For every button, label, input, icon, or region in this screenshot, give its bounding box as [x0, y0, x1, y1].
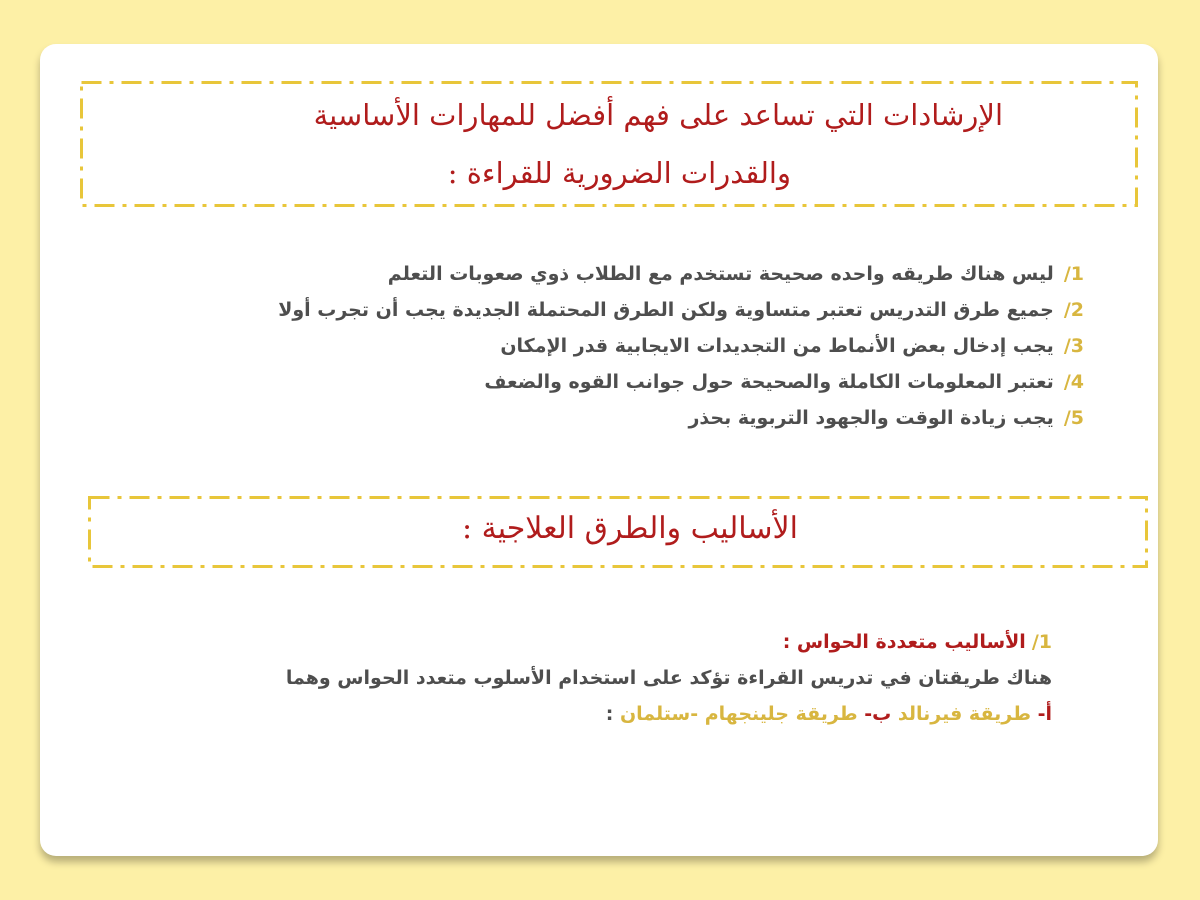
- method-number: 1/: [1031, 631, 1052, 653]
- method-title: الأساليب متعددة الحواس :: [782, 631, 1026, 653]
- heading-guidelines-line1: الإرشادات التي تساعد على فهم أفضل للمهارات الأساسية: [313, 98, 1003, 132]
- option-b-label: ب-: [864, 703, 892, 725]
- list-item: [278, 256, 1084, 292]
- item-number: 5/: [1063, 407, 1084, 429]
- item-text: تعتبر المعلومات الكاملة والصحيحة حول جوانب القوه والضعف: [484, 371, 1054, 393]
- item-number: 2/: [1063, 299, 1084, 321]
- option-a-text: طريقة فيرنالد: [897, 703, 1031, 725]
- list-item: [278, 292, 1084, 328]
- item-text: جميع طرق التدريس تعتبر متساوية ولكن الطرق المحتملة الجديدة يجب أن تجرب أولا: [278, 299, 1054, 321]
- list-item: [278, 400, 1084, 436]
- methods-options-line: [286, 696, 1052, 732]
- item-text: يجب زيادة الوقت والجهود التربوية بحذر: [688, 407, 1054, 429]
- methods-title-line: [286, 624, 1052, 660]
- option-end: :: [605, 703, 614, 725]
- list-item: [278, 328, 1084, 364]
- methods-section: [286, 624, 1052, 732]
- item-text: يجب إدخال بعض الأنماط من التجديدات الايجابية قدر الإمكان: [500, 335, 1054, 357]
- option-b-text: طريقة جلينجهام -ستلمان: [619, 703, 858, 725]
- heading-guidelines-line2: والقدرات الضرورية للقراءة :: [447, 156, 791, 190]
- slide-card: [40, 44, 1158, 856]
- guidelines-list: [278, 256, 1084, 436]
- item-number: 1/: [1063, 263, 1084, 285]
- item-number: 4/: [1063, 371, 1084, 393]
- list-item: [278, 364, 1084, 400]
- heading-methods: الأساليب والطرق العلاجية :: [461, 511, 798, 546]
- option-a-label: أ-: [1037, 703, 1052, 725]
- methods-body-line: هناك طريقتان في تدريس القراءة تؤكد على استخدام الأسلوب متعدد الحواس وهما: [285, 667, 1052, 689]
- item-number: 3/: [1063, 335, 1084, 357]
- item-text: ليس هناك طريقه واحده صحيحة تستخدم مع الطلاب ذوي صعوبات التعلم: [387, 263, 1054, 285]
